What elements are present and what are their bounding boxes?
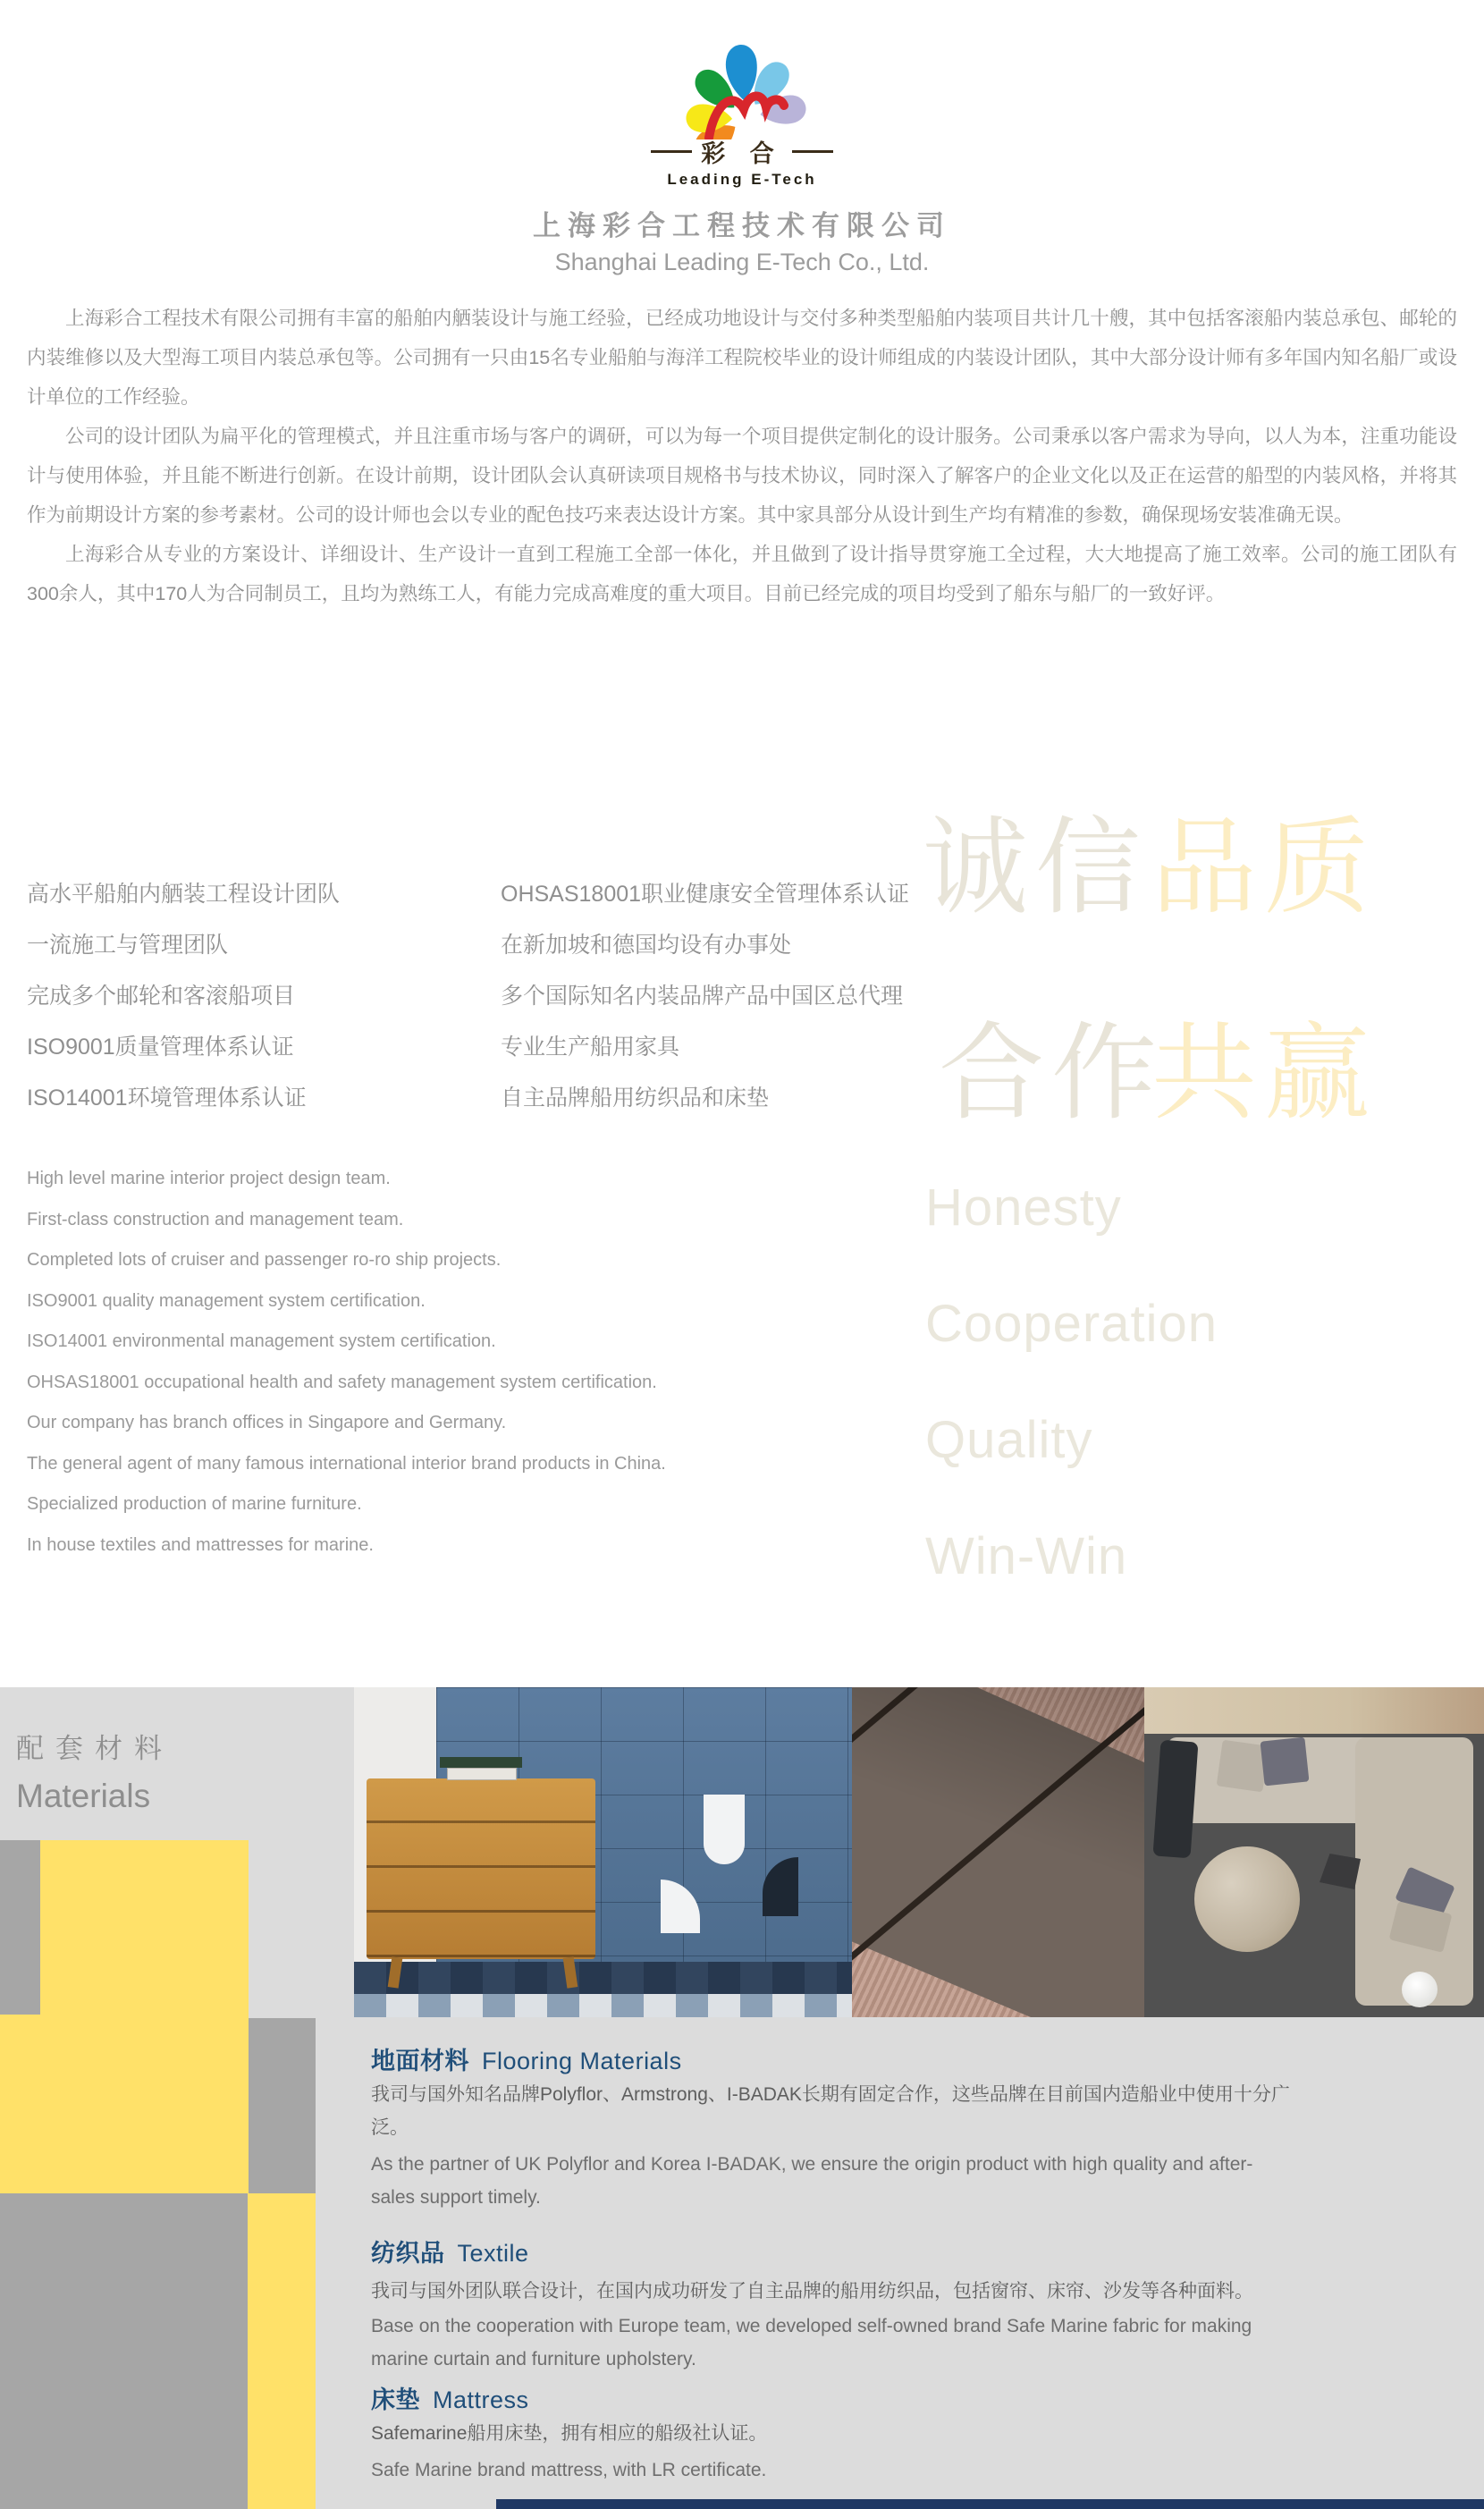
watermark-winwin: Win-Win: [925, 1527, 1128, 1585]
photo-cabinet-and-blue-tiles: [354, 1687, 852, 2017]
wood-floor-strip: [1144, 1687, 1484, 1734]
deco-block-gray-top: [0, 1840, 40, 2015]
list-item: 一流施工与管理团队: [27, 933, 229, 958]
highlights-cn-right: [501, 869, 909, 1124]
logo-petals: [686, 43, 809, 139]
photo-dark-leather-flooring: [852, 1687, 1144, 2017]
section-body-cn: 我司与国外团队联合设计，在国内成功研发了自主品牌的船用纺织品，包括窗帘、床帘、沙发等各种面料。: [371, 2281, 1253, 2302]
list-item: OHSAS18001职业健康安全管理体系认证: [501, 882, 910, 907]
section-body-en: Base on the cooperation with Europe team, we developed self-owned brand Safe Marine fabric for making marine curtain and furniture upholstery.: [371, 2316, 1252, 2370]
ball-lamp: [1402, 1972, 1438, 2007]
dark-throw-blanket: [1153, 1740, 1199, 1859]
list-item: First-class construction and management team.: [27, 1209, 404, 1229]
materials-sidebar-title-cn: 配套材料: [16, 1733, 173, 1764]
list-item: 多个国际知名内装品牌产品中国区总代理: [501, 984, 904, 1009]
logo-rule-left: [651, 150, 692, 153]
list-item: ISO14001 environmental management system certification.: [27, 1331, 496, 1351]
section-body-cn: 我司与国外知名品牌Polyflor、Armstrong、I-BADAK长期有固定合作，这些品牌在目前国内造船业中使用十分广泛。: [371, 2084, 1290, 2138]
watermark-cooperation: Cooperation: [925, 1295, 1218, 1353]
watermark-gongying: 共赢: [1151, 1015, 1378, 1133]
list-item: In house textiles and mattresses for marine.: [27, 1534, 374, 1555]
watermark-quality: Quality: [925, 1411, 1093, 1469]
list-item: 自主品牌船用纺织品和床垫: [501, 1086, 770, 1111]
photo-sofa-top-view: [1144, 1687, 1484, 2017]
watermark-chengxin: 诚信: [923, 809, 1149, 927]
intro-paragraph: 上海彩合工程技术有限公司拥有丰富的船舶内舾装设计与施工经验，已经成功地设计与交付多种类型船舶内装项目共计几十艘，其中包括客滚船内装总承包、邮轮的内装维修以及大型海工项目内装总承包等。公司拥有一只由15名专业船舶与海洋工程院校毕业的设计师组成的内装设计团队，其中大部分设计师有多年国内知名船厂或设计单位的工作经验。: [27, 308, 1457, 408]
section-body-en: Safe Marine brand mattress, with LR certificate.: [371, 2460, 767, 2480]
company-logo-icon: [639, 14, 845, 139]
logo-wordmark-cn: 彩 合: [0, 134, 1484, 169]
list-item: OHSAS18001 occupational health and safety management system certification.: [27, 1372, 657, 1392]
list-item: 高水平船舶内舾装工程设计团队: [27, 882, 341, 907]
cushion: [1261, 1737, 1310, 1787]
list-item: 在新加坡和德国均设有办事处: [501, 933, 792, 958]
list-item: ISO14001环境管理体系认证: [27, 1086, 307, 1111]
books: [440, 1757, 522, 1768]
list-item: High level marine interior project design team.: [27, 1169, 391, 1188]
section-heading-textile: 纺织品 Textile: [371, 2240, 529, 2267]
section-heading-mattress: 床垫 Mattress: [371, 2387, 529, 2413]
books: [447, 1768, 517, 1780]
list-item: Completed lots of cruiser and passenger ro-ro ship projects.: [27, 1250, 502, 1270]
list-item: Our company has branch offices in Singapore and Germany.: [27, 1413, 507, 1432]
company-intro: [27, 299, 1457, 613]
tile-accent-shape: [704, 1795, 745, 1864]
logo-rule-right: [792, 150, 833, 153]
marble-coffee-table: [1194, 1846, 1300, 1952]
list-item: The general agent of many famous international interior brand products in China.: [27, 1453, 666, 1474]
mosaic-floor: [354, 1962, 852, 2017]
side-table: [1320, 1854, 1361, 1889]
list-item: ISO9001 quality management system certification.: [27, 1290, 426, 1311]
deco-block-gray-right: [249, 2018, 316, 2193]
list-item: Specialized production of marine furniture.: [27, 1494, 362, 1514]
logo-wordmark-en: Leading E-Tech: [667, 171, 817, 188]
intro-paragraph: 公司的设计团队为扁平化的管理模式，并且注重市场与客户的调研，可以为每一个项目提供定制化的设计服务。公司秉承以客户需求为导向，以人为本，注重功能设计与使用体验，并且能不断进行创新。在设计前期，设计团队会认真研读项目规格书与技术协议，同时深入了解客户的企业文化以及正在运营的船型的内装风格，并将其作为前期设计方案的参考素材。公司的设计师也会以专业的配色技巧来表达设计方案。其中家具部分从设计到生产均有精准的参数，确保现场安装准确无误。: [27, 426, 1457, 526]
watermark-pinzhi: 品质: [1151, 809, 1378, 927]
list-item: 完成多个邮轮和客滚船项目: [27, 984, 296, 1009]
bottom-accent-bar: [496, 2499, 1484, 2509]
deco-block-gray-bottom: [0, 2193, 248, 2509]
intro-paragraph: 上海彩合从专业的方案设计、详细设计、生产设计一直到工程施工全部一体化，并且做到了设计指导贯穿施工全过程，大大地提高了施工效率。公司的施工团队有300余人，其中170人为合同制员工，且均为熟练工人，有能力完成高难度的重大项目。目前已经完成的项目均受到了船东与船厂的一致好评。: [27, 544, 1457, 604]
watermark-honesty: Honesty: [925, 1178, 1122, 1237]
photo-shading: [852, 1687, 1144, 2017]
company-name-cn: 上海彩合工程技术有限公司: [533, 210, 951, 241]
list-item: ISO9001质量管理体系认证: [27, 1035, 294, 1060]
watermark-hezuo: 合作: [939, 1015, 1165, 1133]
section-body-cn: Safemarine船用床垫，拥有相应的船级社认证。: [371, 2423, 768, 2444]
highlights-en: [27, 1159, 666, 1566]
deco-block-yellow-bottom: [248, 2193, 316, 2509]
materials-sidebar-title-en: Materials: [16, 1778, 151, 1814]
list-item: 专业生产船用家具: [501, 1035, 680, 1060]
company-name-en: Shanghai Leading E-Tech Co., Ltd.: [554, 249, 930, 275]
section-heading-flooring: 地面材料 Flooring Materials: [371, 2048, 682, 2074]
section-body-en: As the partner of UK Polyflor and Korea I-BADAK, we ensure the origin product with high quality and after-sales support timely.: [371, 2154, 1253, 2208]
brand-header: [0, 14, 1484, 276]
wood-cabinet: [367, 1778, 595, 1959]
highlights-cn-left: [27, 869, 340, 1124]
